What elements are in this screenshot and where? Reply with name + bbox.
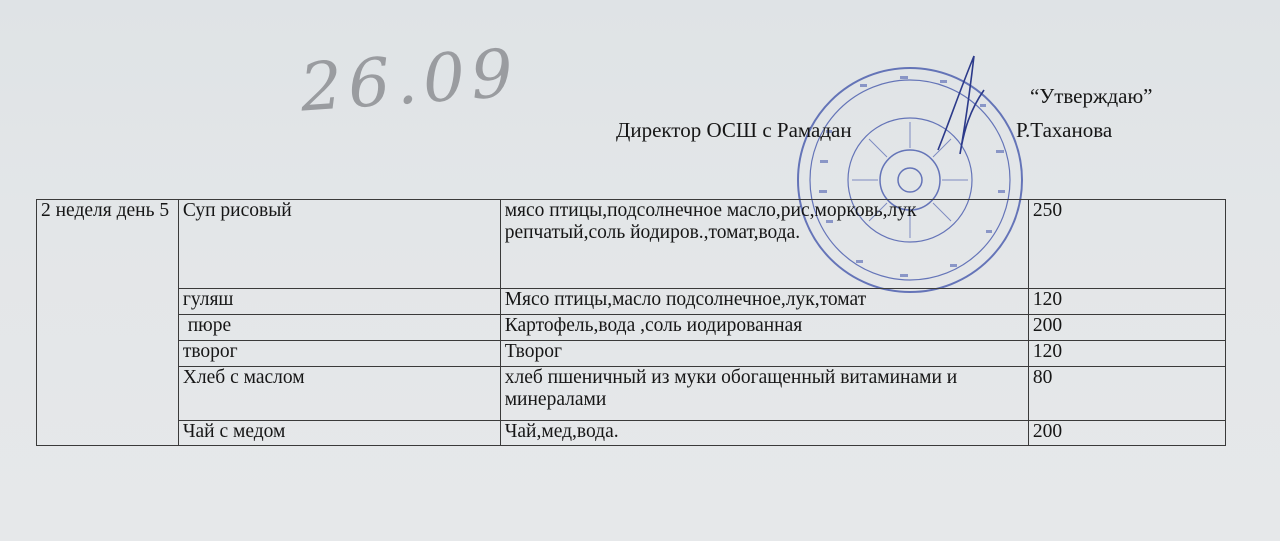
weight-cell: 80 [1028,367,1225,421]
weight-cell: 200 [1028,315,1225,341]
approval-title: “Утверждаю” [1030,84,1153,108]
table-row [37,200,1226,289]
ingredients-cell: мясо птицы,подсолнечное масло,рис,морковь,лук репчатый,соль йодиров.,томат,вода. [500,200,1028,289]
ingredients-cell: Творог [500,341,1028,367]
ingredients-cell: Чай,мед,вода. [500,421,1028,446]
weight-cell: 120 [1028,289,1225,315]
dish-cell: гуляш [178,289,500,315]
dish-cell: Чай с медом [178,421,500,446]
table-row [37,289,1226,315]
table-row [37,341,1226,367]
table-row [37,367,1226,421]
ingredients-cell: хлеб пшеничный из муки обогащенный витаминами и минералами [500,367,1028,421]
weight-cell: 250 [1028,200,1225,289]
weight-cell: 120 [1028,341,1225,367]
signature-icon [930,50,990,160]
dish-cell: творог [178,341,500,367]
weight-cell: 200 [1028,421,1225,446]
director-name: Р.Таханова [1016,118,1113,142]
menu-table [36,199,1226,446]
dish-cell: Хлеб с маслом [178,367,500,421]
director-line: Директор ОСШ с Рамадан [616,118,852,142]
day-label: 2 неделя день 5 [37,200,179,446]
dish-cell: пюре [178,315,500,341]
table-row [37,421,1226,446]
ingredients-cell: Картофель,вода ,соль иодированная [500,315,1028,341]
handwritten-date: 26.09 [297,34,522,127]
table-row [37,315,1226,341]
ingredients-cell: Мясо птицы,масло подсолнечное,лук,томат [500,289,1028,315]
dish-cell: Суп рисовый [178,200,500,289]
